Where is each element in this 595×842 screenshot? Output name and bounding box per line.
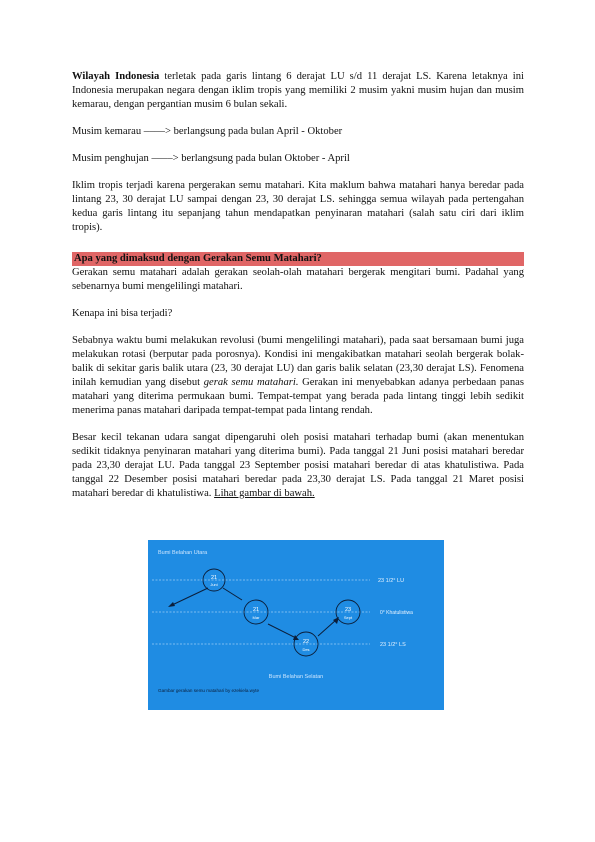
paragraph-tekanan: Besar kecil tekanan udara sangat dipengaruhi oleh posisi matahari terhadap bumi (akan menentukan sedikit tidaknya penyinaran matahari yang diterima bumi). Pada tanggal 21 Juni posisi matahari beredar pada 23,30 derajat LU. Pada tanggal 23 September posisi matahari beredar di atas khatulistiwa. Pada tanggal 22 Desember posisi matahari beredar pada 23,30 derajat LS. Pada tanggal 21 Maret posisi matahari beredar di khatulistiwa. Lihat gambar di bawah.: [72, 432, 524, 499]
sun-movement-figure: [148, 540, 444, 710]
see-figure-link: Lihat gambar di bawah.: [214, 488, 315, 499]
label-khatulistiwa: 0° Khatulistiwa: [380, 610, 413, 616]
paragraph-gerakan: Gerakan semu matahari adalah gerakan seolah-olah matahari bergerak mengitari bumi. Padahal yang sebenarnya bumi mengelilingi matahari.: [72, 267, 524, 292]
svg-text:23: 23: [344, 607, 352, 613]
bold-term: Wilayah Indonesia: [72, 71, 160, 82]
svg-text:21: 21: [252, 607, 260, 613]
question-line: Kenapa ini bisa terjadi?: [72, 308, 173, 319]
svg-text:Mar: Mar: [252, 615, 260, 620]
figure-bottom-label: Bumi Belahan Selatan: [268, 674, 324, 680]
arrow-4: [318, 620, 336, 636]
arrowhead-1: [168, 602, 175, 607]
section-heading: Apa yang dimaksud dengan Gerakan Semu Matahari?: [72, 252, 524, 266]
label-lu: 23 1/2° LU: [378, 578, 405, 584]
arrow-2: [223, 588, 242, 600]
musim-penghujan-line: Musim penghujan ––––> berlangsung pada bulan Oktober - April: [72, 153, 350, 164]
figure-diagram: [148, 540, 444, 710]
document-body: [72, 70, 524, 501]
svg-text:22: 22: [302, 639, 310, 645]
svg-text:Sept: Sept: [343, 615, 353, 620]
figure-top-label: Bumi Belahan Utara: [158, 550, 208, 556]
label-ls: 23 1/2° LS: [380, 642, 406, 648]
paragraph-iklim: Iklim tropis terjadi karena pergerakan semu matahari. Kita maklum bahwa matahari hanya beredar pada lintang 23, 30 derajat LU sampai dengan 23, 30 derajat LS. sehingga semua wilayah pada pertengahan kedua garis lintang itu sepanjang tahun mendapatkan penyinaran matahari (salah satu ciri dari iklim tropis).: [72, 180, 524, 233]
arrow-3: [268, 624, 296, 638]
figure-caption: Gambar gerakan semu matahari by ezekiela.wyte: [158, 688, 260, 693]
paragraph-intro: Wilayah Indonesia terletak pada garis lintang 6 derajat LU s/d 11 derajat LS. Karena letaknya ini Indonesia merupakan negara dengan iklim tropis yang memiliki 2 musim yakni musim hujan dan musim kemarau, dengan pergantian musim 6 bulan sekali.: [72, 71, 524, 110]
svg-text:21: 21: [210, 575, 218, 581]
musim-kemarau-line: Musim kemarau ––––> berlangsung pada bulan April - Oktober: [72, 126, 343, 137]
paragraph-sebab: Sebabnya waktu bumi melakukan revolusi (bumi mengelilingi matahari), pada saat bersamaan bumi juga melakukan rotasi (berputar pada porosnya). Kondisi ini mengakibatkan matahari seolah bergerak bolak-balik di sekitar garis balik utara (23, 30 derajat LU) dan garis balik selatan (23,30 derajat LS). Fenomena inilah kemudian yang disebut gerak semu matahari. Gerakan ini menyebabkan adanya perbedaan panas matahari yang diterima permukaan bumi. Tempat-tempat yang berada pada lintang tinggi lebih sedikit menerima panas matahari daripada tempat-tempat pada lintang rendah.: [72, 335, 524, 416]
svg-text:Des: Des: [302, 647, 310, 652]
arrow-1: [170, 588, 208, 606]
svg-text:Juni: Juni: [210, 582, 218, 587]
